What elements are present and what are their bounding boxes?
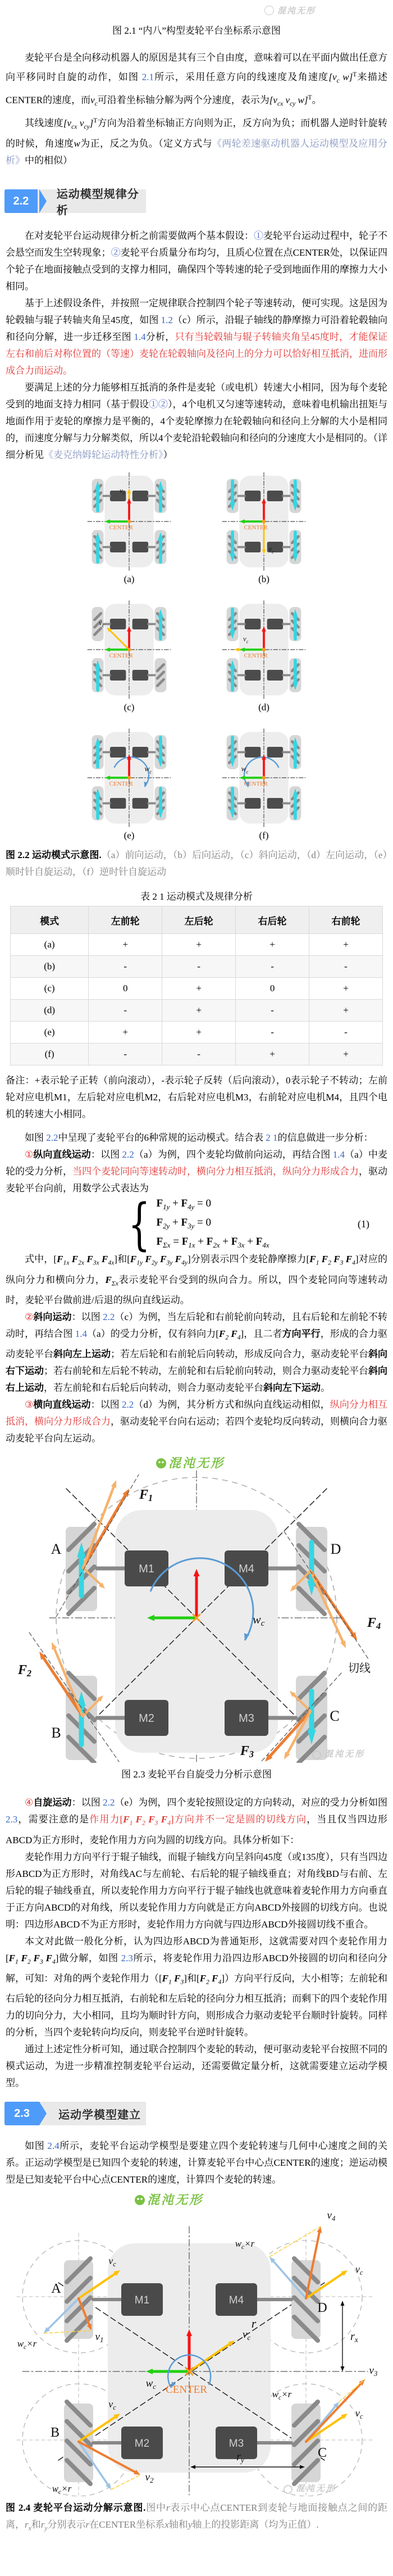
table-cell: +	[309, 978, 383, 1000]
svg-text:v3: $v_3$	[369, 2365, 378, 2378]
figure-2-2-cell-a	[67, 470, 191, 585]
svg-text:混沌无形: 混沌无形	[147, 2193, 204, 2207]
equation-line-3: $F_{\Sigma x} = F_{1x} + F_{2x} + F_{3x} + F_{4x}$	[156, 1235, 269, 1249]
svg-text:M3: M3	[239, 1712, 254, 1725]
section-number-badge: 2.3	[4, 2102, 39, 2125]
motion-diagram-d	[202, 598, 326, 701]
paragraph-longitudinal: ①纵向直线运动：以图 2.2（a）为例，四个麦轮均做前向运动，再结合图 1.4（a）中麦轮的受力分析，当四个麦轮同向等速转动时，横向分力相互抵消，纵向分力形成合力，驱动麦轮平台向前，用数学公式表达为	[6, 1149, 387, 1194]
table-row	[11, 934, 383, 956]
table-cell: +	[89, 934, 162, 956]
paragraph-assumptions: 在对麦轮平台运动规律分析之前需要做两个基本假设：①麦轮平台运动过程中，轮子不会悬空而发生空转现象；②麦轮平台质量分布均匀，且质心位置在点CENTER处，以保证四个轮子在地面接触点受到的支撑力相同，确保四个等转速的轮子受到地面作用的摩擦力大小相同。	[6, 230, 388, 292]
svg-text:M2: M2	[139, 1712, 154, 1725]
svg-text:r: r	[251, 2316, 257, 2331]
table-cell: -	[236, 1000, 309, 1022]
figure-2-2-cell-d	[202, 598, 326, 713]
svg-text:CENTER: CENTER	[109, 781, 133, 788]
svg-text:vc: $v_c$	[268, 545, 274, 555]
table-row	[11, 978, 383, 1000]
table-cell: -	[162, 1044, 236, 1065]
table-header-cell: 模式	[11, 906, 89, 934]
svg-text:B: B	[50, 2425, 60, 2441]
table-cell: -	[236, 956, 309, 978]
paragraph-intro-2: 其线速度[$v_{cx}$ $v_{cy}]^T$方向为沿着坐标轴正方向则为正，反方向为负；而机器人逆时针旋转的时候，角速度w为正，反之为负。（定义方式与《两轮差速驱动机器人运动模型及应用分析》中的相似）	[6, 117, 388, 166]
table-cell: +	[89, 1022, 162, 1044]
svg-text:B: B	[51, 1725, 61, 1741]
table-row	[11, 956, 383, 978]
table-cell: +	[236, 934, 309, 956]
table-2-1-title: 表 2 1 运动模式及规律分析	[140, 891, 253, 902]
table-note: 备注：+表示轮子正转（前向滚动），-表示轮子反转（后向滚动），0表示轮子不转动；左前轮对应电机M1，左后轮对应电机M2，右后轮对应电机M3，右前轮对应电机M4，且四个电机的转速大小相同。	[6, 1075, 387, 1120]
equation-line-1: $F_{1y} + F_{4y} = 0$	[156, 1197, 211, 1211]
svg-text:wc: $w_c$	[241, 764, 249, 775]
motion-diagram-a	[67, 470, 191, 573]
svg-text:M4: M4	[229, 2294, 244, 2307]
svg-text:CENTER: CENTER	[244, 524, 268, 532]
paragraph-kinematics: 如图 2.4所示，麦轮平台运动学模型是要建立四个麦轮转速与几何中心速度之间的关系。正运动学模型是已知四个麦轮的转速，计算麦轮平台中心点CENTER的速度；逆运动模型是已知麦轮平台中心点CENTER的速度，计算四个麦轮的转速。	[6, 2140, 387, 2185]
table-cell: -	[89, 956, 162, 978]
motion-diagram-b	[202, 470, 326, 573]
svg-text:vc: $v_c$	[108, 2255, 116, 2269]
svg-text:v2: $v_2$	[145, 2471, 154, 2485]
figure-2-2-cell-f	[202, 727, 326, 841]
svg-text:M1: M1	[134, 2294, 150, 2307]
svg-text:M1: M1	[139, 1563, 154, 1576]
svg-text:切线: 切线	[348, 1662, 371, 1675]
table-row	[11, 1044, 383, 1065]
figure-2-2-cell-c	[67, 598, 191, 713]
table-header-cell: 右前轮	[309, 906, 383, 934]
doc-link[interactable]: 《麦克纳姆轮运动特性分析》	[44, 450, 163, 461]
table-cell: -	[162, 956, 236, 978]
figure-2-1-caption: 图 2.1 “内八”构型麦轮平台坐标系示意图	[112, 25, 281, 36]
table-row	[11, 1022, 383, 1044]
equation-1	[0, 1191, 393, 1257]
table-cell: 0	[236, 978, 309, 1000]
table-cell: -	[89, 1044, 162, 1065]
table-header-cell: 左前轮	[89, 906, 162, 934]
figure-2-4-diagram	[0, 2193, 393, 2496]
svg-text:wc×r: $w_c\times r$	[52, 2483, 72, 2496]
table-cell: +	[162, 934, 236, 956]
table-cell: -	[309, 956, 383, 978]
svg-text:C: C	[317, 2446, 327, 2461]
figure-2-3-diagram	[0, 1454, 393, 1763]
section-number-badge: 2.2	[4, 189, 38, 213]
table-cell: (c)	[11, 978, 89, 1000]
section-header-2-3	[4, 2102, 146, 2125]
svg-text:混沌无形: 混沌无形	[168, 1456, 225, 1471]
paragraph-rotation: ④自旋运动：以图 2.2（e）为例，四个麦轮按照设定的方向转动，对应的受力分析如图 2.3，需要注意的是作用力[$F_1$ $F_2$ $F_3$ $F_4$]方向并不一定是圆的切线方向，当且仅当四边形ABCD为正方形时，麦轮作用力方向为圆的切线方向。具体分析如下：	[6, 1797, 388, 1845]
table-cell: +	[309, 934, 383, 956]
equation-number: (1)	[358, 1218, 369, 1230]
table-cell: +	[309, 1000, 383, 1022]
equation-brace: {	[128, 1191, 151, 1257]
figure-2-2-cell-b	[202, 470, 326, 585]
sublabel-c: (c)	[124, 702, 135, 713]
figure-2-2-cell-e	[67, 727, 191, 841]
svg-text:CENTER: CENTER	[166, 2384, 207, 2396]
table-cell: -	[89, 1000, 162, 1022]
svg-text:vc: $v_c$	[355, 2407, 363, 2421]
svg-text:wc: $w_c$	[144, 764, 152, 775]
svg-text:v4: $v_4$	[327, 2210, 336, 2223]
motion-diagram-e	[67, 727, 191, 829]
svg-text:wc: wc	[253, 1612, 265, 1629]
table-2-1	[10, 906, 383, 1065]
section-title: 运动模型规律分析	[56, 188, 139, 217]
sublabel-f: (f)	[259, 830, 269, 841]
table-cell: +	[309, 1044, 383, 1065]
svg-text:CENTER: CENTER	[109, 524, 133, 532]
paragraph-summary: 通过上述定性分析可知，通过联合控制四个麦轮的转动，便可驱动麦轮平台按照不同的模式运动，为进一步精准控制麦轮平台运动，还需要做定量分析，这就需要建立运动学模型。	[6, 2044, 387, 2089]
svg-text:v1: $v_1$	[95, 2331, 104, 2344]
paragraph-square-analysis: 麦轮作用力方向平行于辊子轴线，而辊子轴线方向呈斜向45度（或135度），只有当四边形ABCD为正方形时，对角线AC与左前轮、右后轮的辊子轴线垂直；对角线BD与右前、左后轮的辊子轴线垂直，所以麦轮作用力方向平行于辊子轴线也就意味着麦轮作用力方向垂直于正方向ABCD的对角线，所以麦轮作用力方向就是正方向ABCD外接圆的切线方向。也说明：四边形ABCD不为正方形时，麦轮作用力方向就与四边形ABCD外接圆切线不重合。	[6, 1851, 387, 1930]
svg-text:混沌无形: 混沌无形	[296, 2484, 337, 2494]
section-badge-arrow-icon	[39, 2102, 47, 2125]
table-header-cell: 左后轮	[162, 906, 236, 934]
table-cell: (e)	[11, 1022, 89, 1044]
table-cell: +	[162, 978, 236, 1000]
svg-text:vc: $v_c$	[99, 619, 104, 629]
svg-text:wc×r: $w_c\times r$	[272, 2389, 292, 2402]
sublabel-e: (e)	[124, 830, 135, 841]
svg-text:wc: $w_c$	[145, 2378, 156, 2391]
figure-2-4-caption: 图 2.4 麦轮平台运动分解示意图.图中r表示中心点CENTER到麦轮与地面接触点之间的距离，$r_x$和$r_y$分别表示r在CENTER坐标系x轴和y轴上的投影距离（均为正值）.	[6, 2502, 388, 2532]
table-cell: -	[309, 1022, 383, 1044]
sublabel-b: (b)	[258, 574, 269, 585]
svg-text:C: C	[330, 1708, 340, 1725]
paragraph-six-modes: 如图 2.2中呈现了麦轮平台的6种常规的运动模式。结合表 2 1的信息做进一步分析：	[25, 1132, 373, 1144]
svg-text:M3: M3	[229, 2438, 244, 2450]
svg-text:F4: F4	[367, 1616, 381, 1632]
svg-text:D: D	[317, 2301, 327, 2316]
svg-text:wc×r: $w_c\times r$	[235, 2238, 255, 2251]
svg-text:F1: F1	[139, 1487, 153, 1504]
svg-text:D: D	[330, 1541, 341, 1558]
motion-diagram-f	[202, 727, 326, 829]
svg-text:F3: F3	[240, 1744, 254, 1760]
svg-text:CENTER: CENTER	[109, 652, 133, 660]
watermark-top	[264, 4, 316, 16]
figure-2-2	[0, 470, 393, 841]
table-cell: (d)	[11, 1000, 89, 1022]
svg-text:A: A	[51, 2282, 61, 2297]
table-cell: (f)	[11, 1044, 89, 1065]
figure-2-2-caption: 图 2.2 运动模式示意图.（a）前向运动，（b）后向运动，（c）斜向运动，（d）左向运动，（e）顺时针自旋运动，（f）逆时针自旋运动	[6, 850, 387, 878]
svg-text:A: A	[51, 1541, 62, 1558]
table-cell: +	[162, 1000, 236, 1022]
equation-lines	[156, 1196, 269, 1252]
section-badge-arrow-icon	[39, 189, 47, 213]
svg-text:CENTER: CENTER	[244, 781, 268, 788]
svg-text:vc: $v_c$	[355, 2264, 363, 2277]
sublabel-d: (d)	[258, 702, 269, 713]
section-header-2-2	[4, 188, 146, 217]
table-cell: +	[162, 1022, 236, 1044]
svg-text:F2: F2	[17, 1663, 32, 1679]
doc-link[interactable]: 《两轮差速驱动机器人运动模型及应用分析》	[6, 138, 388, 166]
svg-text:M4: M4	[239, 1563, 254, 1576]
sublabel-a: (a)	[124, 574, 135, 585]
table-cell: -	[236, 1022, 309, 1044]
svg-text:混沌无形: 混沌无形	[325, 1749, 365, 1759]
svg-text:vc: $v_c$	[120, 486, 125, 496]
paragraph-45deg: 基于上述假设条件，并按照一定规律联合控制四个轮子等速转动，便可实现。这是因为轮毂轴与辊子转轴夹角呈45度，如图 1.2（c）所示，沿辊子轴线的静摩擦力可沿着轮毂轴向和径向分解，进一步迁移至图 1.4分析，只有当轮毂轴与辊子转轴夹角呈45度时，才能保证左右和前后对称位置的（等速）麦轮在轮毂轴向及径向上的分力可以恰好相互抵消，进而形成合力而运动。	[6, 298, 388, 377]
paragraph-intro-1: 麦轮平台是全向移动机器人的原因是其有三个自由度，意味着可以在平面内做出任意方向平移同时自旋的动作，如图 2.1所示，采用任意方向的线速度及角速度[$v_c$ w]$^T$来描述CENTER的速度，而$v_c$可沿着坐标轴分解为两个分速度，表示为[$v_{cx}$ $v_{cy}$ w]$^T$。	[6, 52, 387, 108]
equation-line-2: $F_{2y} + F_{3y} = 0$	[156, 1216, 211, 1230]
section-title: 运动学模型建立	[58, 2108, 141, 2121]
paragraph-eq-explain: 式中，[$F_{1x}$ $F_{2x}$ $F_{3x}$ $F_{4x}$]和[$F_{1y}$ $F_{2y}$ $F_{3y}$ $F_{4y}$]分别表示四个麦轮静摩擦力[$F_1$ $F_2$ $F_3$ $F_4$]对应的纵向分力和横向分力，$F_{\Sigma x}$表示麦轮平台受到的纵向合力。所以，四个麦轮同向等速转动时，麦轮平台做前进/后退的纵向直线运动。	[6, 1254, 388, 1305]
svg-text:CENTER: CENTER	[244, 652, 268, 660]
table-cell: 0	[89, 978, 162, 1000]
table-cell: (a)	[11, 934, 89, 956]
svg-text:vc: $v_c$	[243, 634, 249, 645]
svg-text:ry: $r_y$	[236, 2451, 244, 2465]
table-cell: (b)	[11, 956, 89, 978]
watermark-logo-icon	[264, 6, 274, 15]
paragraph-diagonal: ②斜向运动：以图 2.2（c）为例，当左后轮和右前轮前向转动，且右后轮和左前轮不转动时，再结合图 1.4（a）的受力分析，仅有斜向力[$F_2$ $F_4$]，且二者方向平行，形成的合力驱动麦轮平台斜向左上运动；若左后轮和右前轮后向转动，形成反向合力，驱动麦轮平台斜向右下运动；若右前轮和左后轮不转动，左前轮和右后轮前向转动，则合力驱动麦轮平台斜向右上运动，若左前轮和右后轮后向转动，则合力驱动麦轮平台斜向左下运动。	[6, 1311, 388, 1394]
paragraph-lateral: ③横向直线运动：以图 2.2（d）为例，其分析方式和纵向直线运动相似，纵向分力相互抵消，横向分力形成合力，驱动麦轮平台向右运动；若四个麦轮均反向转动，则横向合力驱动麦轮平台向左运动。	[6, 1399, 388, 1444]
svg-text:vc: $v_c$	[108, 2398, 116, 2412]
table-row	[11, 1000, 383, 1022]
figure-2-3-caption: 图 2.3 麦轮平台自旋受力分析示意图	[121, 1769, 272, 1780]
svg-text:rx: $r_x$	[350, 2330, 358, 2344]
motion-diagram-c	[67, 598, 191, 701]
watermark-text: 混沌无形	[277, 6, 316, 16]
table-header-cell: 右后轮	[236, 906, 309, 934]
svg-text:wc×r: $w_c\times r$	[17, 2338, 37, 2351]
svg-text:vc: $v_c$	[243, 2329, 251, 2342]
svg-text:M2: M2	[134, 2438, 150, 2450]
paragraph-rectangle-analysis: 本文对此做一般化分析，认为四边形ABCD为普通矩形，这就需要对四个麦轮作用力[$F_1$ $F_2$ $F_3$ $F_4$]做分解，如图 2.3所示，将麦轮作用力沿四边形ABCD外接圆的切向和径向分解，可知：对角的两个麦轮作用力（[$F_1$ $F_3$]和[$F_2$ $F_4$]）方向平行反向，大小相等；左前轮和右后轮的径向分力相互抵消，右前轮和左后轮的径向分力相互抵消；而剩下的四个麦轮作用力的切向分力，大小相同，且均为顺时针方向，则形成合力驱动麦轮平台顺时针旋转。同样的分析，当四个麦轮转向均反向，则麦轮平台逆时针旋转。	[6, 1935, 388, 2038]
table-cell: +	[236, 1044, 309, 1065]
paragraph-force-balance: 要满足上述的分力能够相互抵消的条件是麦轮（或电机）转速大小相同，因为每个麦轮受到的地面支持力相同（基于假设①②），4个电机又匀速等速转动，意味着电机输出扭矩与地面作用于麦轮的摩擦力是平衡的，4个麦轮摩擦力在轮毂轴向和径向上分解的大小是相同的，而速度分解与力分解类似，所以4个麦轮沿轮毂轴向和径向的分速度大小是相同的。（详细分析见《麦克纳姆轮运动特性分析》）	[6, 382, 387, 461]
